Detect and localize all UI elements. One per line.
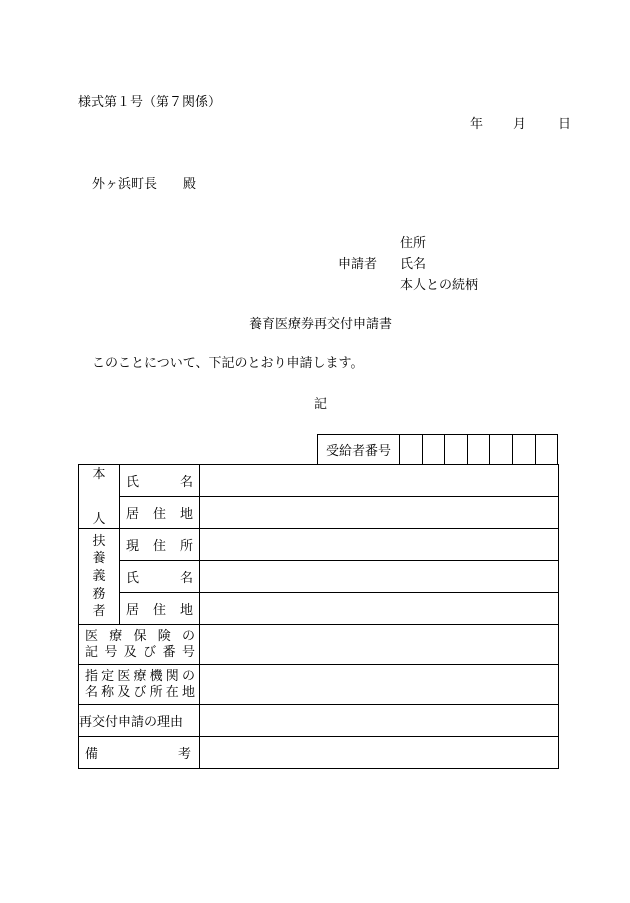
recipient-digit-box[interactable] <box>445 435 468 465</box>
honin-header <box>79 465 120 529</box>
addressee-honorific: 殿 <box>183 177 197 192</box>
reason-label: 再交付申請の理由 <box>79 705 200 737</box>
honin-residence-field[interactable] <box>200 497 559 529</box>
honin-name-field[interactable] <box>200 465 559 497</box>
reason-field[interactable] <box>200 705 559 737</box>
recipient-number-label: 受給者番号 <box>318 435 400 465</box>
fuyo-residence-field[interactable] <box>200 593 559 625</box>
recipient-digit-box[interactable] <box>535 435 558 465</box>
applicant-block <box>338 237 478 300</box>
date-year: 年 <box>470 117 484 132</box>
remarks-field[interactable] <box>200 737 559 769</box>
recipient-number-grid <box>317 434 558 465</box>
fuyo-current-address-field[interactable] <box>200 529 559 561</box>
honin-char: 本 <box>92 466 106 482</box>
insurance-field[interactable] <box>200 625 559 665</box>
honin-char: 人 <box>92 511 106 527</box>
application-table <box>78 464 559 769</box>
applicant-address-label: 住所 <box>400 236 427 251</box>
recipient-digit-box[interactable] <box>422 435 445 465</box>
recipient-digit-box[interactable] <box>467 435 490 465</box>
applicant-name-label: 氏名 <box>400 257 427 272</box>
intro-text: このことについて、下記のとおり申請します。 <box>92 356 364 371</box>
fuyo-residence-label: 居 住 地 <box>120 593 200 625</box>
applicant-role: 申請者 <box>338 257 378 272</box>
fuyo-header: 扶 養 義 務 者 <box>79 529 120 625</box>
honin-residence-label: 居 住 地 <box>120 497 200 529</box>
remarks-label: 備 考 <box>79 737 200 769</box>
fuyo-name-field[interactable] <box>200 561 559 593</box>
date-line <box>470 118 571 131</box>
form-number: 様式第１号（第７関係） <box>78 95 222 110</box>
date-month: 月 <box>513 117 527 132</box>
addressee <box>92 178 196 191</box>
addressee-name: 外ヶ浜町長 <box>92 177 158 192</box>
recipient-digit-box[interactable] <box>490 435 513 465</box>
date-day: 日 <box>558 117 572 132</box>
honin-name-label: 氏 名 <box>120 465 200 497</box>
recipient-digit-box[interactable] <box>512 435 535 465</box>
institution-field[interactable] <box>200 665 559 705</box>
document-title: 養育医療券再交付申請書 <box>249 317 393 332</box>
fuyo-current-address-label: 現 住 所 <box>120 529 200 561</box>
institution-label: 指 定 医 療 機 関 の 名 称 及 び 所 在 地 <box>79 665 200 705</box>
fuyo-name-label: 氏 名 <box>120 561 200 593</box>
applicant-relationship-label: 本人との続柄 <box>400 278 479 293</box>
ki-heading: 記 <box>314 397 328 412</box>
insurance-label: 医 療 保 険 の 記 号 及 び 番 号 <box>79 625 200 665</box>
recipient-digit-box[interactable] <box>400 435 423 465</box>
